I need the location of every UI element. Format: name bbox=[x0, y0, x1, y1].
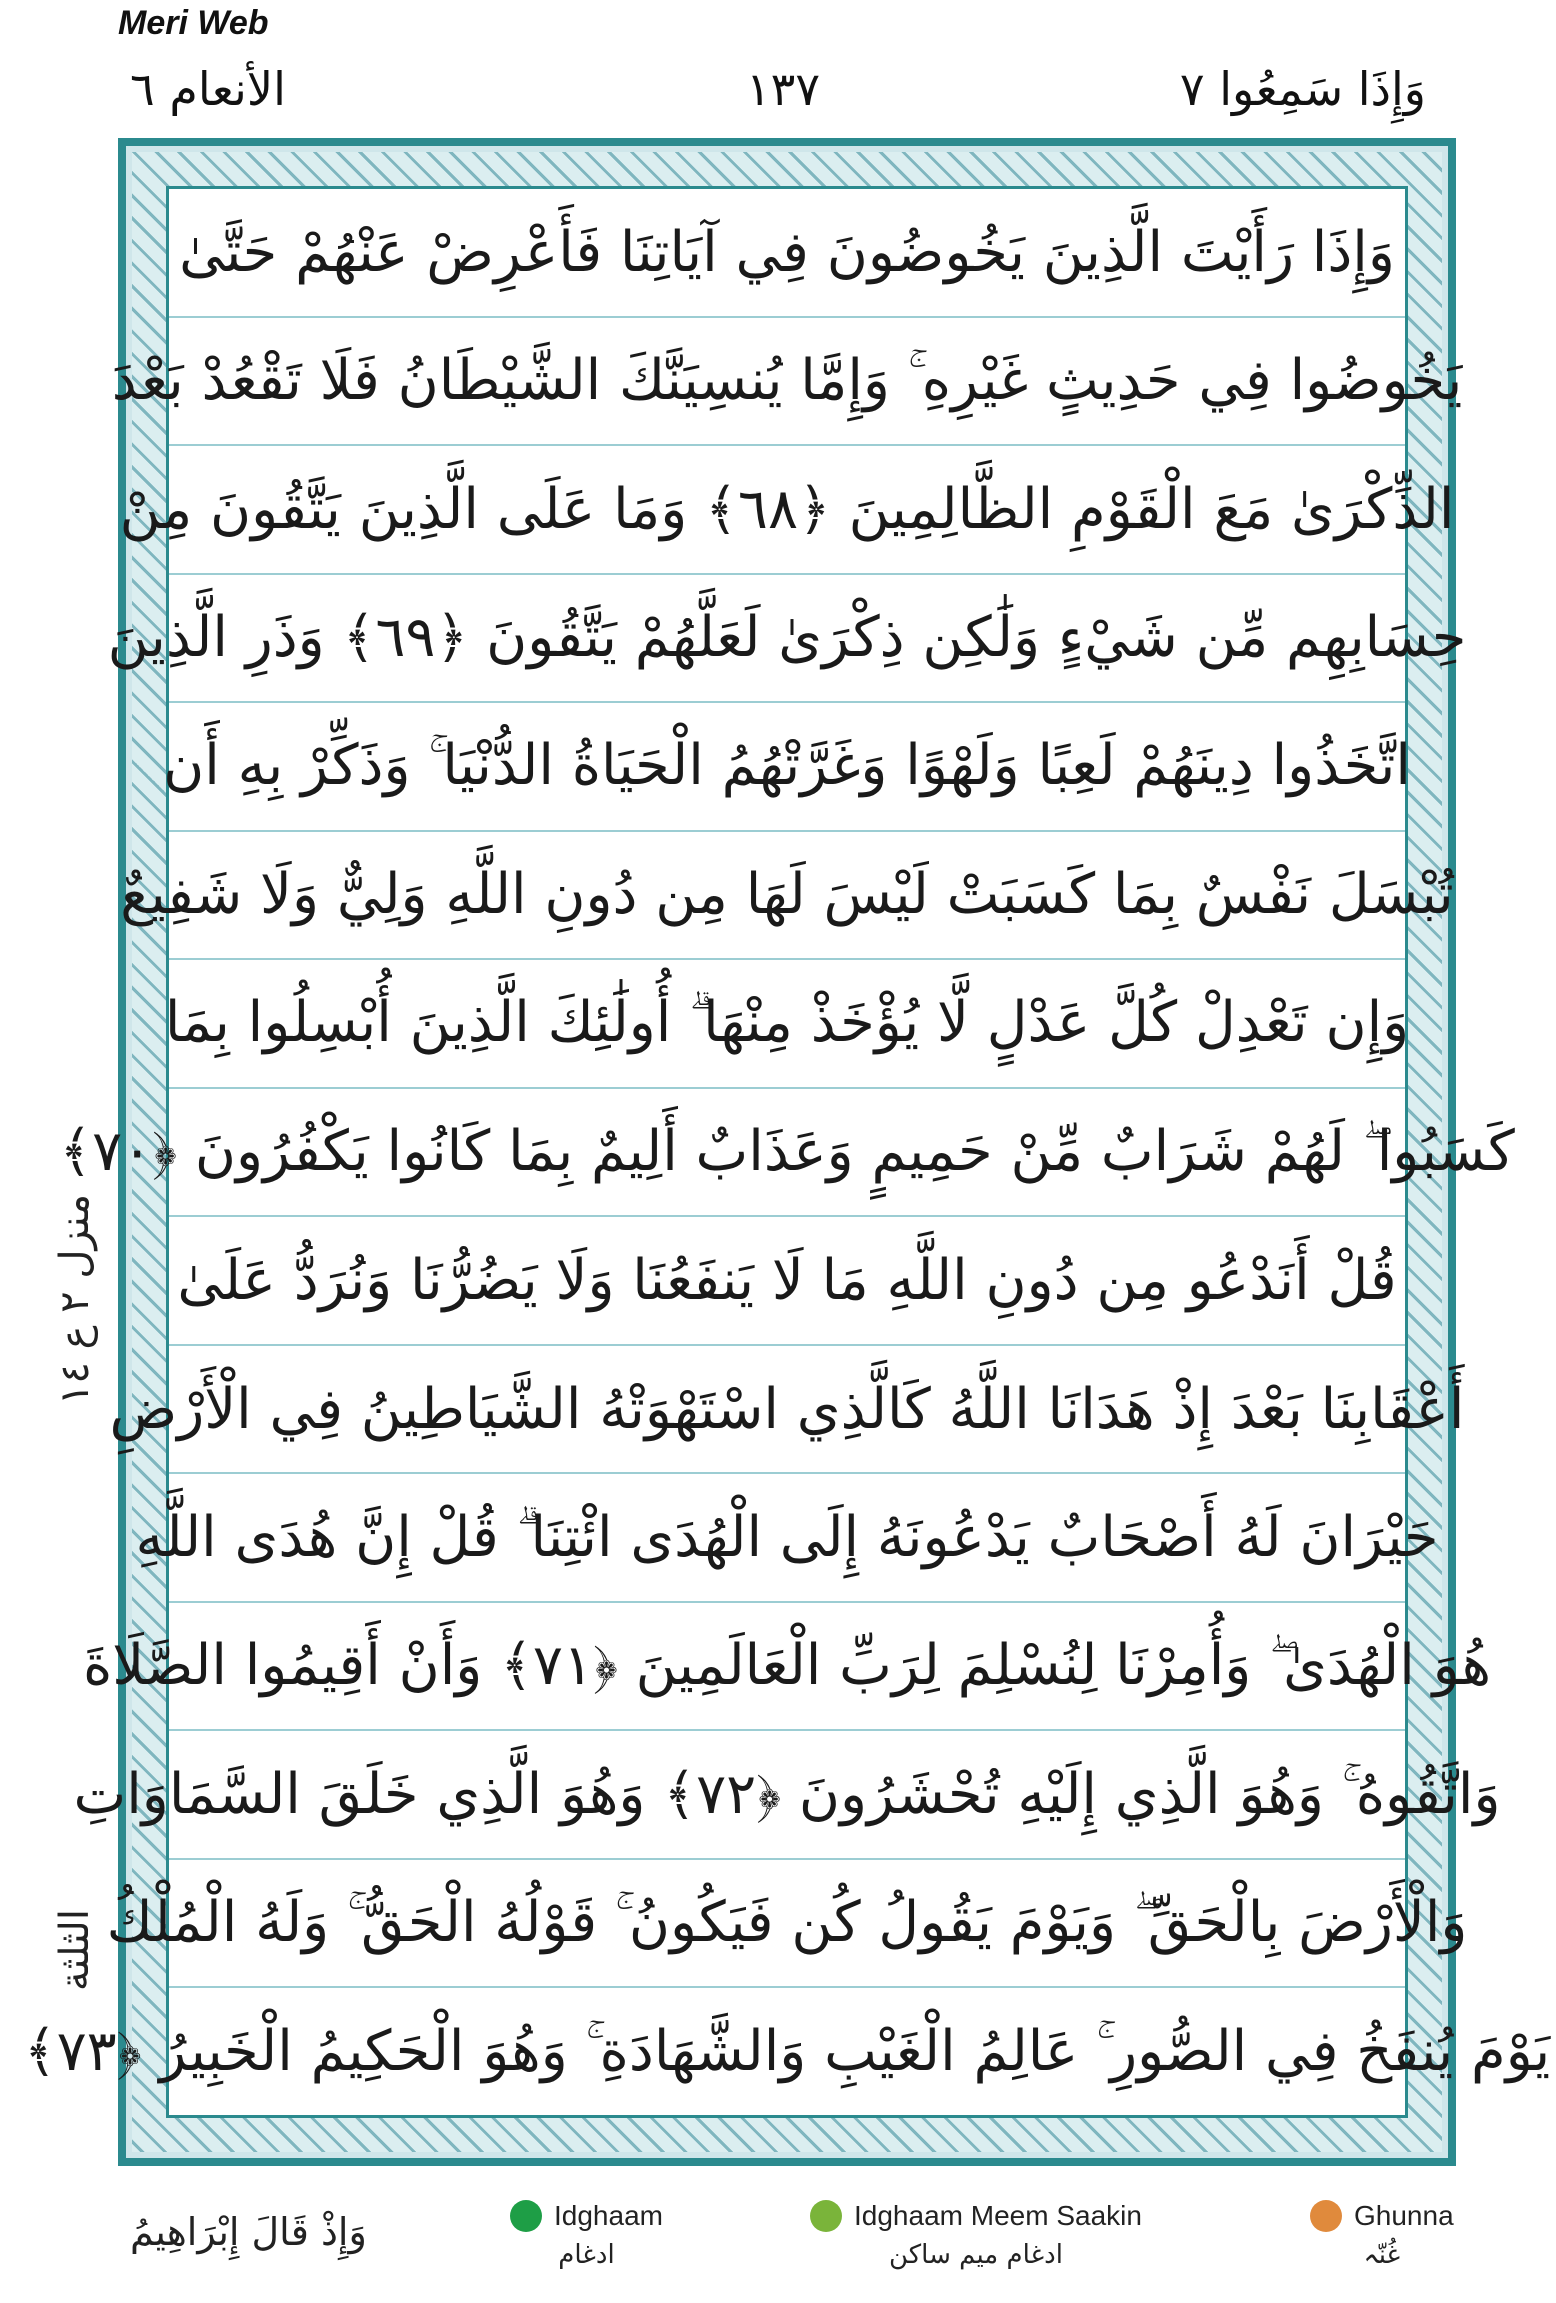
verse-line: الذِّكْرَىٰ مَعَ الْقَوْمِ الظَّالِمِينَ ﴿٦٨﴾ وَمَا عَلَى الَّذِينَ يَتَّقُونَ مِنْ bbox=[169, 446, 1405, 575]
ghunna-color-dot-icon bbox=[1310, 2200, 1342, 2232]
verse-line: اتَّخَذُوا دِينَهُمْ لَعِبًا وَلَهْوًا وَغَرَّتْهُمُ الْحَيَاةُ الدُّنْيَا ۚ وَذَكِّرْ بِهِ أَن bbox=[169, 703, 1405, 832]
verse-line: تُبْسَلَ نَفْسٌ بِمَا كَسَبَتْ لَيْسَ لَهَا مِن دُونِ اللَّهِ وَلِيٌّ وَلَا شَفِيعٌ bbox=[169, 832, 1405, 961]
legend-label: Idghaam Meem Saakin bbox=[854, 2200, 1142, 2231]
verse-line: قُلْ أَنَدْعُو مِن دُونِ اللَّهِ مَا لَا يَنفَعُنَا وَلَا يَضُرُّنَا وَنُرَدُّ عَلَىٰ bbox=[169, 1217, 1405, 1346]
verse-line: حَيْرَانَ لَهُ أَصْحَابٌ يَدْعُونَهُ إِلَى الْهُدَى ائْتِنَا ۗ قُلْ إِنَّ هُدَى اللَّهِ bbox=[169, 1474, 1405, 1603]
legend-arabic: غُنّہ bbox=[1363, 2240, 1401, 2270]
legend-idghaam bbox=[510, 2200, 663, 2270]
legend-arabic: ادغام bbox=[558, 2240, 615, 2270]
verse-line: وَإِن تَعْدِلْ كُلَّ عَدْلٍ لَّا يُؤْخَذْ مِنْهَا ۗ أُولَٰئِكَ الَّذِينَ أُبْسِلُوا بِمَا bbox=[169, 960, 1405, 1089]
manzil-label: منزل ٢ ع ١٤ bbox=[52, 1194, 98, 1406]
page-header bbox=[120, 58, 1446, 138]
verse-line: يَخُوضُوا فِي حَدِيثٍ غَيْرِهِ ۚ وَإِمَّا يُنسِيَنَّكَ الشَّيْطَانُ فَلَا تَقْعُدْ بَعْدَ bbox=[169, 318, 1405, 447]
surah-name: الأنعام ٦ bbox=[130, 62, 286, 116]
legend-label: Ghunna bbox=[1354, 2200, 1454, 2231]
page-footer bbox=[0, 2190, 1556, 2300]
legend-ghunna bbox=[1310, 2200, 1454, 2270]
idghaam-color-dot-icon bbox=[510, 2200, 542, 2232]
legend-arabic: ادغام میم ساکن bbox=[889, 2240, 1063, 2270]
verse-line: كَسَبُوا ۖ لَهُمْ شَرَابٌ مِّنْ حَمِيمٍ وَعَذَابٌ أَلِيمٌ بِمَا كَانُوا يَكْفُرُونَ ﴿٧٠﴾ bbox=[169, 1089, 1405, 1218]
legend-label: Idghaam bbox=[554, 2200, 663, 2231]
next-page-words: وَإِذْ قَالَ إِبْرَاهِيمُ bbox=[130, 2210, 367, 2254]
verse-line: أَعْقَابِنَا بَعْدَ إِذْ هَدَانَا اللَّهُ كَالَّذِي اسْتَهْوَتْهُ الشَّيَاطِينُ فِي الْأَرْضِ bbox=[169, 1346, 1405, 1475]
watermark-text: Meri Web bbox=[118, 4, 269, 42]
verse-line: وَاتَّقُوهُ ۚ وَهُوَ الَّذِي إِلَيْهِ تُحْشَرُونَ ﴿٧٢﴾ وَهُوَ الَّذِي خَلَقَ السَّمَاوَاتِ bbox=[169, 1731, 1405, 1860]
page-number: ١٣٧ bbox=[745, 62, 821, 116]
juz-name: وَإِذَا سَمِعُوا ٧ bbox=[1179, 62, 1426, 116]
thalatha-label: الثلثة bbox=[52, 1908, 98, 1992]
verse-line: وَإِذَا رَأَيْتَ الَّذِينَ يَخُوضُونَ فِي آيَاتِنَا فَأَعْرِضْ عَنْهُمْ حَتَّىٰ bbox=[169, 189, 1405, 318]
verse-line: يَوْمَ يُنفَخُ فِي الصُّورِ ۚ عَالِمُ الْغَيْبِ وَالشَّهَادَةِ ۚ وَهُوَ الْحَكِيمُ الْخَبِيرُ ﴿٧٣﴾ bbox=[23, 2018, 1551, 2084]
verse-line: حِسَابِهِم مِّن شَيْءٍ وَلَٰكِن ذِكْرَىٰ لَعَلَّهُمْ يَتَّقُونَ ﴿٦٩﴾ وَذَرِ الَّذِينَ bbox=[169, 575, 1405, 704]
verse-line: هُوَ الْهُدَىٰ ۖ وَأُمِرْنَا لِنُسْلِمَ لِرَبِّ الْعَالَمِينَ ﴿٧١﴾ وَأَنْ أَقِيمُوا الصَّلَاةَ bbox=[169, 1603, 1405, 1732]
verse-line: وَالْأَرْضَ بِالْحَقِّ ۖ وَيَوْمَ يَقُولُ كُن فَيَكُونُ ۚ قَوْلُهُ الْحَقُّ ۚ وَلَهُ الْمُلْكُ bbox=[169, 1860, 1405, 1989]
idghaam-meem-color-dot-icon bbox=[810, 2200, 842, 2232]
legend-idghaam-meem-saakin bbox=[810, 2200, 1142, 2270]
